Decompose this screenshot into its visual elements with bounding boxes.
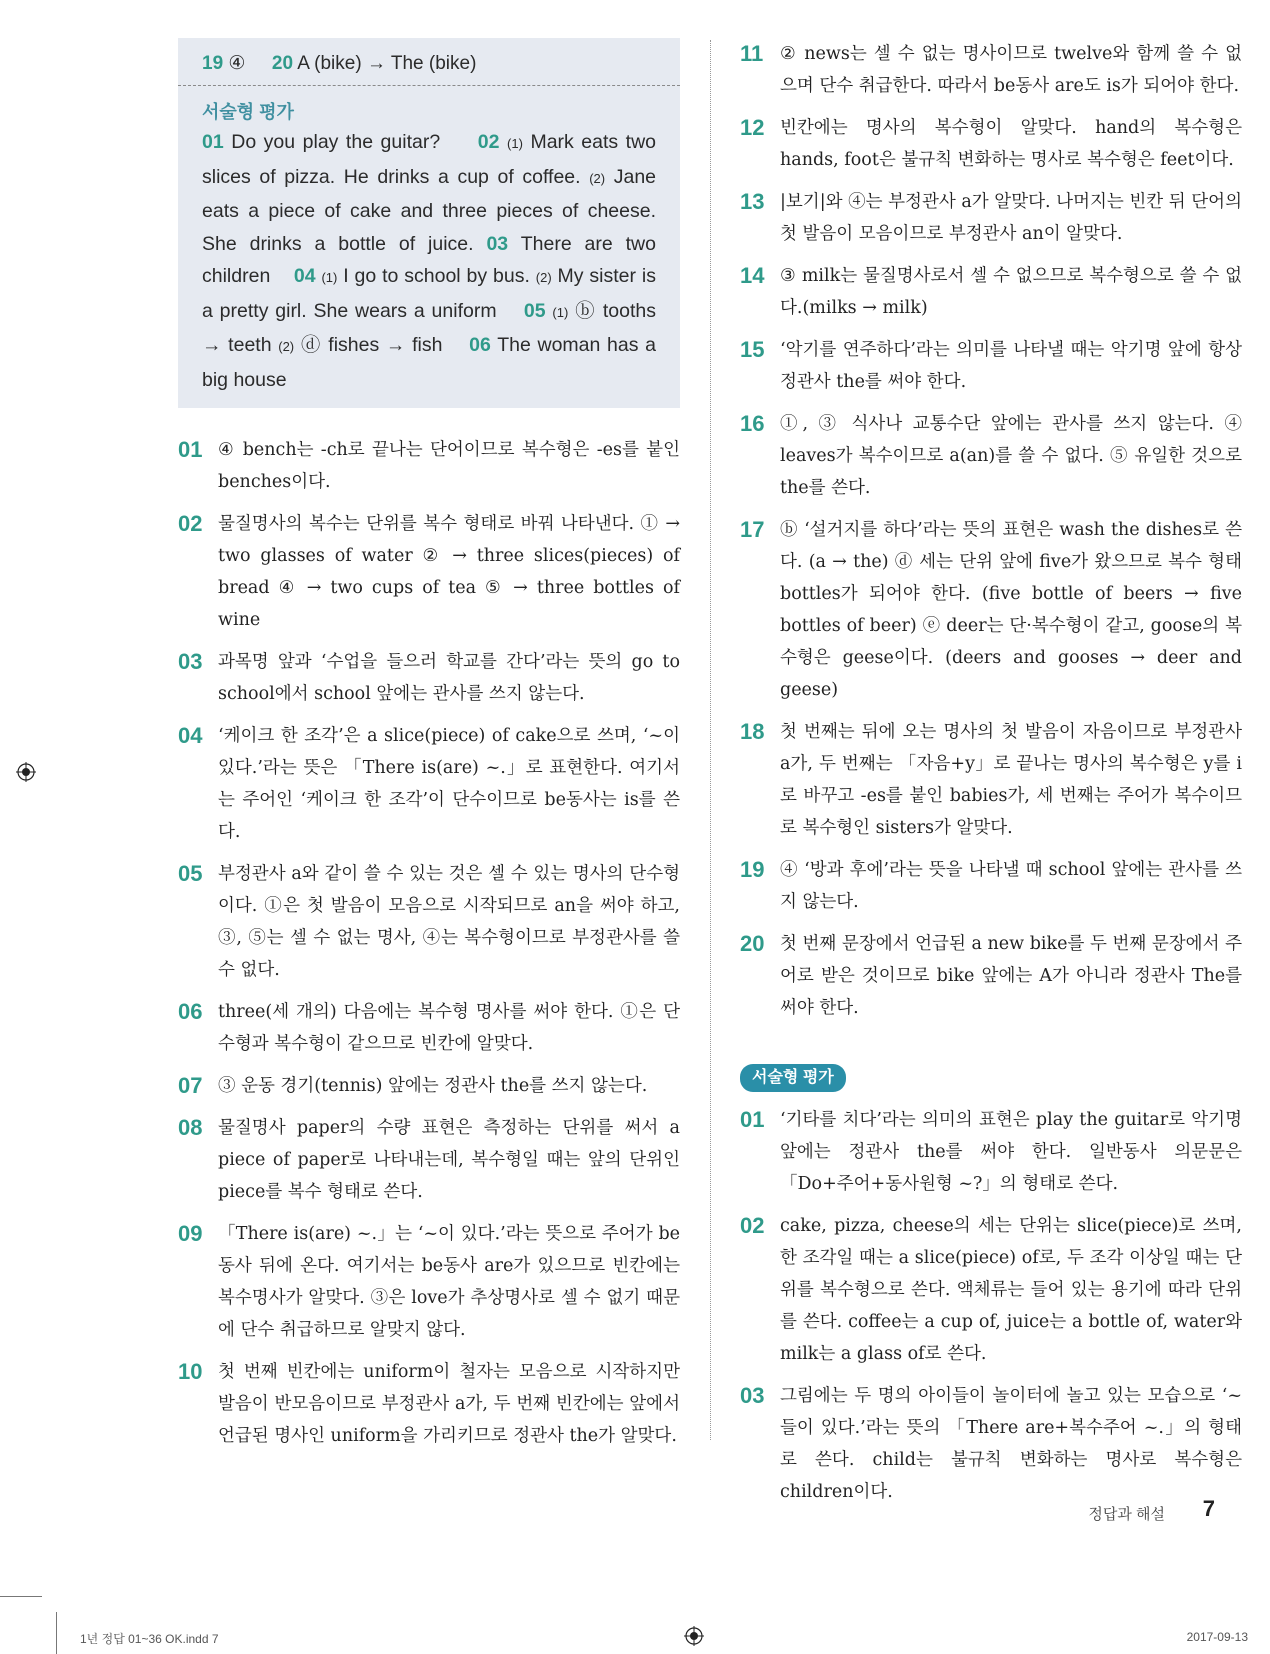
item-text: 빈칸에는 명사의 복수형이 알맞다. hand의 복수형은 hands, foot은 불규칙 변화하는 명사로 복수형은 feet이다. <box>780 118 1242 170</box>
explanation-item <box>740 1380 1242 1508</box>
item-text: ①, ③ 식사나 교통수단 앞에는 관사를 쓰지 않는다. ④ leaves가 복수이므로 a(an)를 쓸 수 없다. ⑤ 유일한 것으로 the를 쓴다. <box>780 414 1242 498</box>
explanation-item <box>178 508 680 636</box>
answer-text: There are two children <box>202 232 656 287</box>
item-text: three(세 개의) 다음에는 복수형 명사를 써야 한다. ①은 단수형과 복수형이 같으므로 빈칸에 알맞다. <box>218 1002 680 1054</box>
item-text: 부정관사 a와 같이 쓸 수 있는 것은 셀 수 있는 명사의 단수형이다. ①은 첫 발음이 모음으로 시작되므로 an을 써야 하고, ③, ⑤는 셀 수 없는 명사, ④는 복수형이므로 부정관사를 쓸 수 없다. <box>218 864 680 980</box>
item-text: 첫 번째는 뒤에 오는 명사의 첫 발음이 자음이므로 부정관사 a가, 두 번째는 「자음+y」로 끝나는 명사의 복수형은 y를 i로 바꾸고 -es를 붙인 babies가, 세 번째는 주어가 복수이므로 복수형인 sisters가 알맞다. <box>780 722 1242 838</box>
item-number: 19 <box>740 857 765 882</box>
page-number: 7 <box>1202 1496 1215 1521</box>
item-number: 08 <box>178 1115 203 1140</box>
page-label: 정답과 해설 <box>1088 1506 1165 1523</box>
answer-number: 03 <box>486 232 509 255</box>
answer-number: 02 <box>477 131 500 153</box>
explanation-item <box>178 720 680 848</box>
footer-filename: 1년 정답 01~36 OK.indd 7 <box>80 1632 219 1646</box>
item-text: |보기|와 ④는 부정관사 a가 알맞다. 나머지는 빈칸 뒤 단어의 첫 발음이 모음이므로 부정관사 an이 알맞다. <box>780 192 1242 244</box>
item-text: 첫 번째 문장에서 언급된 a new bike를 두 번째 문장에서 주어로 받은 것이므로 bike 앞에는 A가 아니라 정관사 The를 써야 한다. <box>780 934 1242 1018</box>
explanation-item <box>740 1210 1242 1370</box>
explanation-item <box>178 646 680 710</box>
item-text: ④ bench는 -ch로 끝나는 단어이므로 복수형은 -es를 붙인 benches이다. <box>218 440 680 492</box>
answer-text: Do you play the guitar? <box>231 131 441 153</box>
essay-heading: 서술형 평가 <box>202 102 294 122</box>
explanation-item <box>740 1104 1242 1200</box>
crop-mark <box>56 1612 57 1654</box>
answer-text: A (bike) → The (bike) <box>297 53 477 74</box>
section-label: 서술형 평가 <box>740 1064 846 1092</box>
item-number: 16 <box>740 411 765 436</box>
item-number: 17 <box>740 517 765 542</box>
left-column <box>178 38 680 1462</box>
item-text: ③ 운동 경기(tennis) 앞에는 정관사 the를 쓰지 않는다. <box>218 1076 648 1096</box>
explanation-item <box>178 434 680 498</box>
explanation-item <box>178 996 680 1060</box>
explanation-item <box>178 1218 680 1346</box>
answer-number: 01 <box>202 131 224 153</box>
sub-marker: (1) <box>552 304 569 320</box>
explanation-item <box>740 112 1242 176</box>
sub-marker: (1) <box>507 136 523 151</box>
explanation-item <box>178 1356 680 1452</box>
item-number: 15 <box>740 337 765 362</box>
explanation-item <box>740 260 1242 324</box>
item-number: 11 <box>740 41 764 66</box>
answer-text: Jane eats a piece of cake and three pieces of cheese. She drinks a bottle of juice. <box>202 165 657 255</box>
item-number: 12 <box>740 115 765 140</box>
registration-mark-icon <box>684 1626 704 1646</box>
item-text: 과목명 앞과 ‘수업을 들으러 학교를 간다’라는 뜻의 go to school에서 school 앞에는 관사를 쓰지 않는다. <box>218 652 680 704</box>
item-text: ‘기타를 치다’라는 의미의 표현은 play the guitar로 악기명 앞에는 정관사 the를 써야 한다. 일반동사 의문문은 「Do+주어+동사원형 ~?」의 형태로 쓴다. <box>780 1110 1242 1194</box>
item-text: cake, pizza, cheese의 세는 단위는 slice(piece)로 쓰며, 한 조각일 때는 a slice(piece) of로, 두 조각 이상일 때는 단위를 복수형으로 쓴다. 액체류는 들어 있는 용기에 따라 단위를 쓴다. coffee는 a cup of, juice는 a bottle of, water와 milk는 a glass of로 쓴다. <box>780 1216 1242 1364</box>
answer-number: 20 <box>271 53 294 74</box>
answer-text: My sister is a pretty girl. She wears a uniform <box>202 265 656 322</box>
item-number: 06 <box>178 999 203 1024</box>
item-number: 03 <box>740 1383 765 1408</box>
explanation-item <box>740 514 1242 706</box>
answer-number: 05 <box>523 299 546 322</box>
item-text: 그림에는 두 명의 아이들이 놀이터에 놀고 있는 모습으로 ‘~들이 있다.’라는 뜻의 「There are+복수주어 ~.」의 형태로 쓴다. child는 불규칙 변화하는 명사로 복수형은 children이다. <box>780 1386 1242 1502</box>
item-text: ⓑ ‘설거지를 하다’라는 뜻의 표현은 wash the dishes로 쓴다. (a → the) ⓓ 세는 단위 앞에 five가 왔으므로 복수 형태 bottles가 되어야 한다. (five bottle of beers → five bottles of beer) ⓔ deer는 단·복수형이 같고, goose의 복수형은 geese이다. (deers and gooses → deer and geese) <box>780 520 1242 700</box>
item-text: 물질명사의 복수는 단위를 복수 형태로 바꿔 나타낸다. ① → two glasses of water ② → three slices(pieces) of bread ④ → two cups of tea ⑤ → three bottles of wine <box>218 514 680 630</box>
answer-box <box>178 38 680 408</box>
item-text: ② news는 셀 수 없는 명사이므로 twelve와 함께 쓸 수 없으며 단수 취급한다. 따라서 be동사 are도 is가 되어야 한다. <box>780 44 1242 96</box>
answer-number: 06 <box>469 334 491 356</box>
item-number: 05 <box>178 861 203 886</box>
explanation-item <box>740 854 1242 918</box>
item-number: 18 <box>740 719 765 744</box>
item-number: 09 <box>178 1221 203 1246</box>
explanation-item <box>740 928 1242 1024</box>
answer-text: Mark eats two slices of pizza. He drinks a cup of coffee. <box>202 131 657 188</box>
item-number: 03 <box>178 649 203 674</box>
answer-box-top <box>178 38 680 86</box>
answer-text: The woman has a big house <box>202 334 656 391</box>
item-number: 13 <box>740 189 765 214</box>
column-divider <box>710 40 711 1440</box>
right-column <box>740 38 1242 1518</box>
crop-mark <box>0 1596 42 1597</box>
item-text: 첫 번째 빈칸에는 uniform이 철자는 모음으로 시작하지만 발음이 반모음이므로 부정관사 a가, 두 번째 빈칸에는 앞에서 언급된 명사인 uniform을 가리키므로 정관사 the가 알맞다. <box>218 1362 680 1446</box>
explanation-item <box>178 858 680 986</box>
item-text: ‘악기를 연주하다’라는 의미를 나타낼 때는 악기명 앞에 항상 정관사 the를 써야 한다. <box>780 340 1242 392</box>
item-number: 01 <box>178 437 203 462</box>
explanation-item <box>740 716 1242 844</box>
answer-text: ⓑ tooths → teeth <box>202 299 656 356</box>
explanation-item <box>740 38 1242 102</box>
answer-text: ⓓ fishes → fish <box>300 334 443 356</box>
answer-box-essay <box>178 86 680 408</box>
answer-number: 19 <box>202 53 224 74</box>
item-text: ④ ‘방과 후에’라는 뜻을 나타낼 때 school 앞에는 관사를 쓰지 않는다. <box>780 860 1242 912</box>
answer-number: 04 <box>293 265 316 287</box>
item-text: 물질명사 paper의 수량 표현은 측정하는 단위를 써서 a piece of paper로 나타내는데, 복수형일 때는 앞의 단위인 piece를 복수 형태로 쓴다. <box>218 1118 680 1202</box>
item-text: 「There is(are) ~.」는 ‘~이 있다.’라는 뜻으로 주어가 be동사 뒤에 온다. 여기서는 be동사 are가 있으므로 빈칸에는 복수명사가 알맞다. ③은 love가 추상명사로 셀 수 없기 때문에 단수 취급하므로 알맞지 않다. <box>218 1224 680 1340</box>
answer-text: I go to school by bus. <box>343 265 530 287</box>
item-number: 07 <box>178 1073 203 1098</box>
sub-marker: (2) <box>589 170 606 186</box>
item-number: 14 <box>740 263 765 288</box>
item-number: 01 <box>740 1107 765 1132</box>
sub-marker: (2) <box>278 339 295 354</box>
item-text: ③ milk는 물질명사로서 셀 수 없으므로 복수형으로 쓸 수 없다.(milks → milk) <box>780 266 1242 318</box>
explanation-item <box>740 408 1242 504</box>
item-number: 02 <box>740 1213 765 1238</box>
explanation-item <box>178 1070 680 1102</box>
sub-marker: (2) <box>535 270 552 285</box>
item-number: 02 <box>178 511 203 536</box>
sub-marker: (1) <box>321 270 338 285</box>
answer-text: ④ <box>228 53 246 74</box>
explanation-item <box>740 186 1242 250</box>
item-number: 20 <box>740 931 765 956</box>
registration-mark-icon <box>16 762 36 782</box>
item-text: ‘케이크 한 조각’은 a slice(piece) of cake으로 쓰며, ‘~이 있다.’라는 뜻은 「There is(are) ~.」로 표현한다. 여기서는 주어인 ‘케이크 한 조각’이 단수이므로 be동사는 is를 쓴다. <box>218 726 680 842</box>
footer-date: 2017-09-13 <box>1186 1630 1248 1644</box>
explanation-item <box>740 334 1242 398</box>
item-number: 10 <box>178 1359 203 1384</box>
explanation-item <box>178 1112 680 1208</box>
item-number: 04 <box>178 723 203 748</box>
